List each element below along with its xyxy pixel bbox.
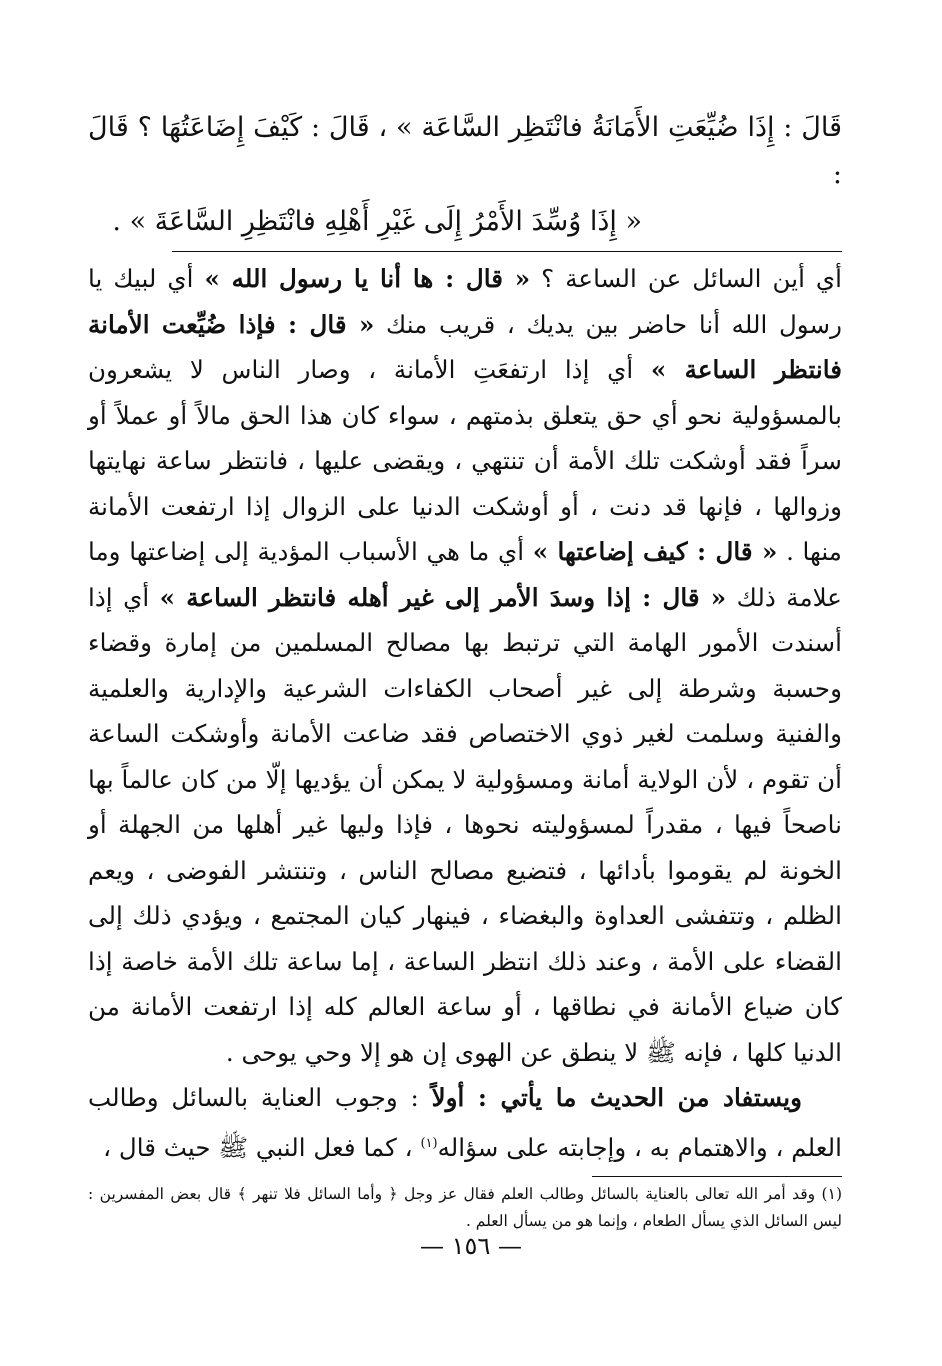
hadith-text xyxy=(88,104,842,245)
hadith-line-2: « إِذَا وُسِّدَ الأَمْرُ إِلَى غَيْرِ أَهْلِهِ فانْتَظِرِ السَّاعَةَ » . xyxy=(112,206,642,237)
commentary-text: أي إذا أسندت الأمور الهامة التي ترتبط بها مصالح المسلمين من إمارة وقضاء وحسبة وشرطة إلى غير أصحاب الكفاءات الشرعية والإدارية والعلمية والفنية وسلمت لغير ذوي الاختصاص فقد ضاعت الأمانة وأوشكت الساعة أن تقوم ، لأن الولاية أمانة ومسؤولية لا يمكن أن يؤديها إلّا من كان عالماً بها ناصحاً فيها ، مقدراً لمسؤوليته نحوها ، فإذا وليها غير أهلها من الجهلة أو الخونة لم يقوموا بأدائها ، فتضيع مصالح الناس ، وتنتشر الفوضى ، ويعم الظلم ، وتتفشى العداوة والبغضاء ، فينهار كيان المجتمع ، ويؤدي ذلك إلى القضاء على الأمة ، وعند ذلك انتظر الساعة ، إما ساعة تلك الأمة خاصة إذا كان ضياع الأمانة في نطاقها ، أو ساعة العالم كله إذا ارتفعت الأمانة من الدنيا كلها ، فإنه ﷺ لا ينطق عن الهوى إن هو إلا وحي يوحى . xyxy=(88,582,842,1067)
benefits-text: ، كما فعل النبي ﷺ حيث قال ، xyxy=(103,1132,413,1162)
page-content xyxy=(88,104,842,1235)
footnote: (١) وقد أمر الله تعالى بالعناية بالسائل وطالب العلم فقال عز وجل ﴿ وأما السائل فلا تنهر ﴾ قال بعض المفسرين : ليس السائل الذي يسأل الطعام ، وإنما هو من يسأل العلم . xyxy=(88,1185,842,1231)
commentary-text: أي أين السائل عن الساعة ؟ xyxy=(541,264,842,293)
commentary-bold: « قال : كيف إضاعتها » xyxy=(532,537,778,566)
benefits-heading: ويستفاد من الحديث ما يأتي : أولاً xyxy=(431,1083,803,1112)
benefits-text: : وجوب العناية بالسائل وطالب العلم ، والاهتمام به ، وإجابته على سؤاله xyxy=(88,1083,842,1162)
commentary-text: أي ما هي الأسباب المؤدية إلى إضاعتها وما علامة ذلك xyxy=(88,537,842,612)
commentary-text: أي إذا ارتفعَتِ الأمانة ، وصار الناس لا يشعرون بالمسؤولية نحو أي حق يتعلق بذمتهم ، سواء كان هذا الحق مالاً أو عملاً أو سراً فقد أوشكت تلك الأمة أن تنتهي ، ويقضى عليها ، فانتظر ساعة نهايتها وزوالها ، فإنها قد دنت ، أو أوشكت الدنيا على الزوال إذا ارتفعت الأمانة منها . xyxy=(88,355,842,566)
hadith-line-1: قَالَ : إِذَا ضُيِّعَتِ الأَمَانَةُ فانْتَظِر السَّاعَة » ، قَالَ : كَيْفَ إِضَاعَتُهَا ؟ قَالَ : xyxy=(88,112,842,190)
commentary-bold: « قال : ها أنا يا رسول الله » xyxy=(204,264,531,293)
hadith-divider xyxy=(172,251,842,252)
commentary-paragraph xyxy=(88,256,842,1075)
commentary-bold: « قال : فإذا ضُيِّعت الأمانة فانتظر الساعة » xyxy=(88,309,842,384)
commentary-text: أي لبيك يا رسول الله أنا حاضر بين يديك ، قريب منك xyxy=(88,264,843,339)
benefits-paragraph xyxy=(88,1075,842,1170)
commentary-bold: « قال : إذا وسدَ الأمر إلى غير أهله فانتظر الساعة » xyxy=(159,582,727,612)
footnote-ref: (١) xyxy=(420,1135,438,1151)
page-number: — ١٥٦ — xyxy=(420,1232,522,1260)
footnote-divider xyxy=(592,1176,842,1177)
